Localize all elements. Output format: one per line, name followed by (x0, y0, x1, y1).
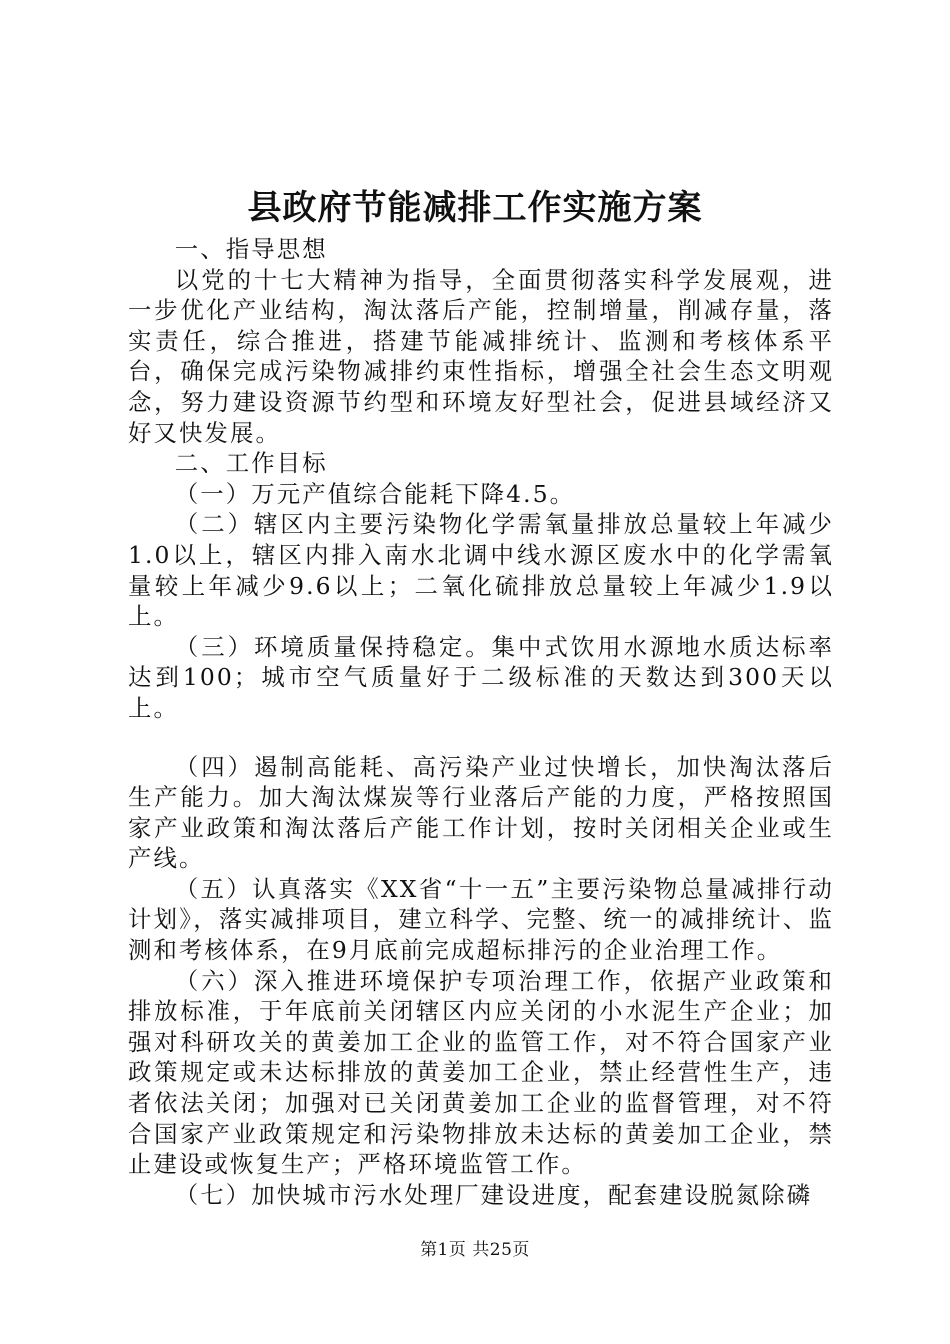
document-title: 县政府节能减排工作实施方案 (247, 188, 703, 228)
paragraph-goal-5: （五）认真落实《XX省“十一五”主要污染物总量减排行动计划》，落实减排项目，建立科学、完整、统一的减排统计、监测和考核体系，在9月底前完成超标排污的企业治理工作。 (128, 874, 834, 965)
paragraph-goal-2: （二）辖区内主要污染物化学需氧量排放总量较上年减少1.0以上，辖区内排入南水北调中线水源区废水中的化学需氧量较上年减少9.6以上；二氧化硫排放总量较上年减少1.9以上。 (128, 510, 834, 631)
paragraph-guiding-ideology: 以党的十七大精神为指导，全面贯彻落实科学发展观，进一步优化产业结构，淘汰落后产能，控制增量，削减存量，落实责任，综合推进，搭建节能减排统计、监测和考核体系平台，确保完成污染物减排约束性指标，增强全社会生态文明观念，努力建设资源节约型和环境友好型社会，促进县域经济又好又快发展。 (128, 265, 834, 447)
paragraph-spacer (128, 724, 834, 752)
paragraph-goal-4: （四）遏制高能耗、高污染产业过快增长，加快淘汰落后生产能力。加大淘汰煤炭等行业落后产能的力度，严格按照国家产业政策和淘汰落后产能工作计划，按时关闭相关企业或生产线。 (128, 752, 834, 873)
document-body (128, 234, 834, 1210)
page-number-footer: 第1页 共25页 (420, 1240, 530, 1260)
section-heading-work-goals: 二、工作目标 (174, 449, 328, 478)
section-heading-guiding-ideology: 一、指导思想 (174, 235, 328, 263)
paragraph-goal-3: （三）环境质量保持稳定。集中式饮用水源地水质达标率达到100；城市空气质量好于二级标准的天数达到300天以上。 (128, 632, 834, 722)
paragraph-goal-1: （一）万元产值综合能耗下降4.5。 (174, 479, 576, 508)
paragraph-goal-7: （七）加快城市污水处理厂建设进度，配套建设脱氮除磷 (174, 1180, 813, 1209)
paragraph-goal-6: （六）深入推进环境保护专项治理工作，依据产业政策和排放标准，于年底前关闭辖区内应关闭的小水泥生产企业；加强对科研攻关的黄姜加工企业的监管工作，对不符合国家产业政策规定或未达标排放的黄姜加工企业，禁止经营性生产，违者依法关闭；加强对已关闭黄姜加工企业的监督管理，对不符合国家产业政策规定和污染物排放未达标的黄姜加工企业，禁止建设或恢复生产；严格环境监管工作。 (128, 966, 834, 1179)
